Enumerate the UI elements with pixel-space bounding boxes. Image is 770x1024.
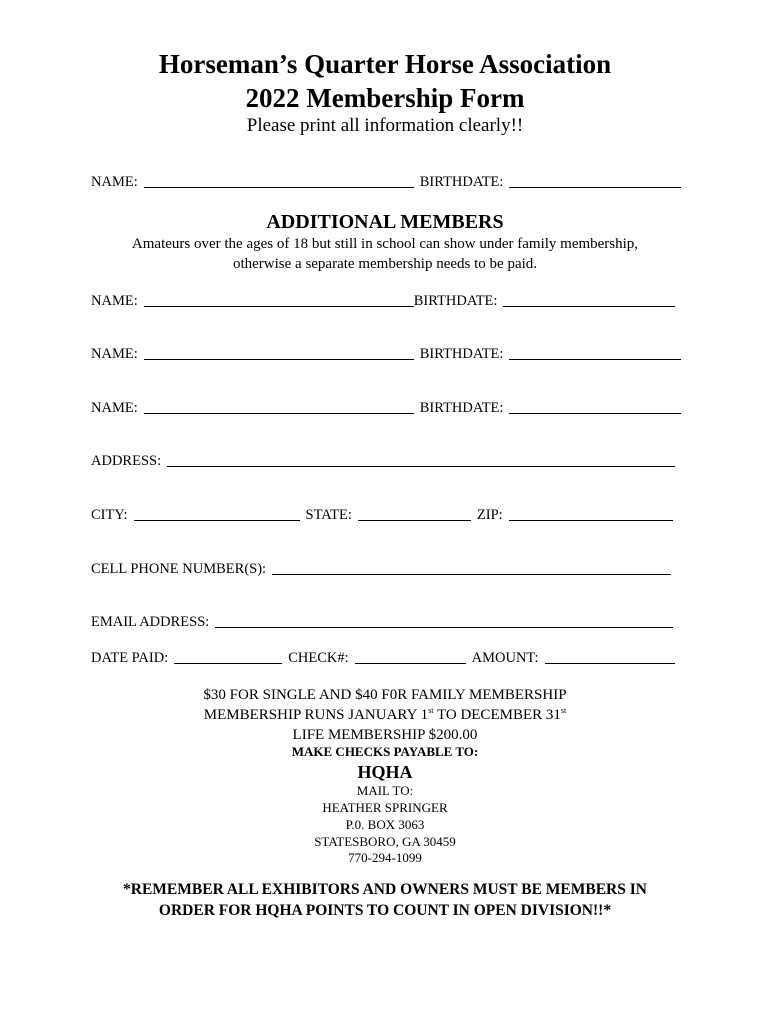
check-number-field[interactable] bbox=[355, 663, 466, 664]
period-start-text: MEMBERSHIP RUNS JANUARY 1 bbox=[203, 707, 429, 723]
name-label: NAME: bbox=[91, 293, 138, 309]
name-label: NAME: bbox=[91, 174, 138, 190]
email-row bbox=[91, 612, 673, 632]
birthdate-field[interactable] bbox=[503, 306, 675, 307]
life-membership-price: LIFE MEMBERSHIP $200.00 bbox=[292, 727, 478, 743]
name-field[interactable] bbox=[144, 413, 414, 414]
period-end-suffix: st bbox=[560, 706, 567, 715]
additional-member-row bbox=[91, 291, 681, 311]
address-label: ADDRESS: bbox=[91, 453, 162, 469]
mail-city-state-zip: STATESBORO, GA 30459 bbox=[314, 834, 456, 849]
amount-field[interactable] bbox=[545, 663, 675, 664]
form-subtitle: Please print all information clearly!! bbox=[246, 115, 524, 136]
period-start-suffix: st bbox=[428, 706, 434, 715]
birthdate-field[interactable] bbox=[509, 187, 681, 188]
birthdate-field[interactable] bbox=[509, 359, 681, 360]
address-row bbox=[91, 451, 675, 471]
birthdate-field[interactable] bbox=[509, 413, 681, 414]
name-field[interactable] bbox=[144, 359, 414, 360]
cell-phone-row bbox=[91, 559, 671, 579]
birthdate-label: BIRTHDATE: bbox=[419, 174, 504, 190]
payee-name: HQHA bbox=[357, 762, 413, 782]
form-title-line2: 2022 Membership Form bbox=[245, 83, 525, 113]
mail-to-label: MAIL TO: bbox=[356, 783, 414, 798]
amount-label: AMOUNT: bbox=[471, 650, 539, 666]
zip-field[interactable] bbox=[509, 520, 673, 521]
name-label: NAME: bbox=[91, 346, 138, 362]
city-state-zip-row bbox=[91, 505, 673, 525]
reminder-line1: *REMEMBER ALL EXHIBITORS AND OWNERS MUST BE MEMBERS IN bbox=[123, 881, 647, 898]
name-label: NAME: bbox=[91, 400, 138, 416]
mail-po-box: P.0. BOX 3063 bbox=[345, 817, 425, 832]
form-title-line1: Horseman’s Quarter Horse Association bbox=[158, 49, 612, 79]
name-field[interactable] bbox=[144, 187, 414, 188]
additional-note-line1: Amateurs over the ages of 18 but still in school can show under family membership, bbox=[131, 236, 639, 252]
checks-payable-label: MAKE CHECKS PAYABLE TO: bbox=[291, 744, 479, 759]
date-paid-label: DATE PAID: bbox=[91, 650, 169, 666]
date-paid-field[interactable] bbox=[174, 663, 282, 664]
mail-recipient: HEATHER SPRINGER bbox=[322, 800, 448, 815]
reminder-line2: ORDER FOR HQHA POINTS TO COUNT IN OPEN DIVISION!!* bbox=[158, 902, 612, 919]
name-field[interactable] bbox=[144, 306, 414, 307]
city-label: CITY: bbox=[91, 507, 128, 523]
check-number-label: CHECK#: bbox=[288, 650, 349, 666]
birthdate-label: BIRTHDATE: bbox=[419, 400, 504, 416]
payment-row bbox=[91, 648, 675, 668]
additional-member-row bbox=[91, 344, 681, 364]
additional-members-heading: ADDITIONAL MEMBERS bbox=[266, 211, 504, 233]
birthdate-label: BIRTHDATE: bbox=[419, 346, 504, 362]
birthdate-label: BIRTHDATE: bbox=[413, 293, 498, 309]
fee-info: $30 FOR SINGLE AND $40 F0R FAMILY MEMBERSHIP bbox=[203, 687, 567, 703]
email-label: EMAIL ADDRESS: bbox=[91, 614, 210, 630]
zip-label: ZIP: bbox=[476, 507, 503, 523]
additional-member-row bbox=[91, 398, 681, 418]
city-field[interactable] bbox=[134, 520, 300, 521]
state-label: STATE: bbox=[305, 507, 352, 523]
membership-period bbox=[0, 705, 770, 725]
period-end-text: TO DECEMBER 31 bbox=[433, 707, 561, 723]
cell-phone-label: CELL PHONE NUMBER(S): bbox=[91, 561, 267, 577]
address-field[interactable] bbox=[167, 466, 675, 467]
primary-member-row bbox=[91, 172, 681, 192]
contact-phone: 770-294-1099 bbox=[348, 850, 422, 865]
state-field[interactable] bbox=[358, 520, 471, 521]
additional-note-line2: otherwise a separate membership needs to be paid. bbox=[232, 256, 538, 272]
cell-phone-field[interactable] bbox=[272, 574, 671, 575]
email-field[interactable] bbox=[215, 627, 673, 628]
